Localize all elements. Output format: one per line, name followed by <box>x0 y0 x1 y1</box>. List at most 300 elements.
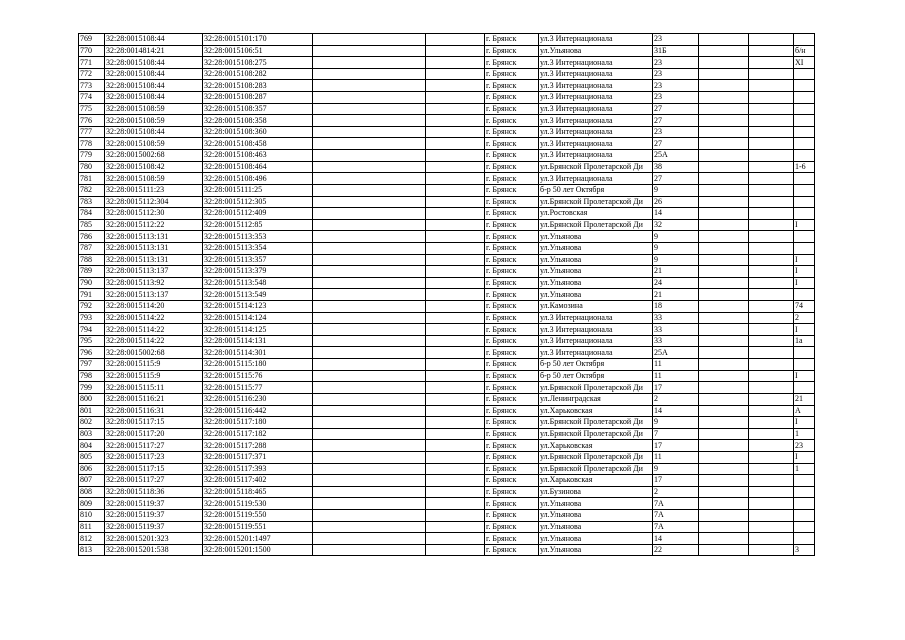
table-row <box>79 150 815 162</box>
empty-cell-3 <box>699 335 749 347</box>
empty-cell <box>313 161 426 173</box>
table-row <box>79 277 815 289</box>
empty-cell-2: г. Брянск <box>485 335 539 347</box>
city-cell <box>426 173 485 185</box>
street-cell: ул.3 Интернационала <box>539 103 653 115</box>
house-number-cell: 24 <box>653 277 699 289</box>
row-number-cell: 801 <box>79 405 105 417</box>
empty-cell-3 <box>699 115 749 127</box>
cadastral-number-cell: 32:28:0015106:51 <box>203 45 313 57</box>
empty-cell-4 <box>749 138 794 150</box>
empty-cell-2: г. Брянск <box>485 126 539 138</box>
row-number-cell: 781 <box>79 173 105 185</box>
city-cell <box>426 463 485 475</box>
city-cell <box>426 68 485 80</box>
cadastral-number-cell: 32:28:0015114:123 <box>203 301 313 313</box>
empty-cell-3 <box>699 521 749 533</box>
empty-cell-4 <box>749 92 794 104</box>
apartment-cell: I <box>794 370 815 382</box>
apartment-cell <box>794 115 815 127</box>
empty-cell-4 <box>749 486 794 498</box>
empty-cell-4 <box>749 254 794 266</box>
house-number-cell: 11 <box>653 451 699 463</box>
table-row <box>79 289 815 301</box>
city-cell <box>426 312 485 324</box>
cadastral-number-cell: 32:28:0015201:1497 <box>203 533 313 545</box>
empty-cell-4 <box>749 184 794 196</box>
empty-cell-2: г. Брянск <box>485 161 539 173</box>
table-row <box>79 359 815 371</box>
empty-cell-2: г. Брянск <box>485 521 539 533</box>
apartment-cell <box>794 242 815 254</box>
apartment-cell <box>794 103 815 115</box>
table-row <box>79 138 815 150</box>
table-row <box>79 521 815 533</box>
empty-cell-4 <box>749 370 794 382</box>
cadastral-quarter-cell: 32:28:0015002:68 <box>105 150 203 162</box>
row-number-cell: 789 <box>79 266 105 278</box>
empty-cell-3 <box>699 242 749 254</box>
house-number-cell: 2 <box>653 393 699 405</box>
house-number-cell: 23 <box>653 126 699 138</box>
row-number-cell: 805 <box>79 451 105 463</box>
table-row <box>79 417 815 429</box>
empty-cell-2: г. Брянск <box>485 254 539 266</box>
apartment-cell <box>794 184 815 196</box>
empty-cell <box>313 208 426 220</box>
cadastral-number-cell: 32:28:0015113:549 <box>203 289 313 301</box>
cadastral-quarter-cell: 32:28:0015108:59 <box>105 103 203 115</box>
empty-cell-4 <box>749 393 794 405</box>
cadastral-number-cell: 32:28:0015114:125 <box>203 324 313 336</box>
street-cell: ул.Брянской Пролетарской Ди <box>539 417 653 429</box>
empty-cell-3 <box>699 312 749 324</box>
empty-cell <box>313 138 426 150</box>
apartment-cell: 2 <box>794 312 815 324</box>
street-cell: ул.3 Интернационала <box>539 57 653 69</box>
empty-cell-2: г. Брянск <box>485 45 539 57</box>
city-cell <box>426 393 485 405</box>
row-number-cell: 772 <box>79 68 105 80</box>
table-row <box>79 335 815 347</box>
empty-cell-3 <box>699 277 749 289</box>
cadastral-number-cell: 32:28:0015116:442 <box>203 405 313 417</box>
cadastral-quarter-cell: 32:28:0015108:59 <box>105 115 203 127</box>
cadastral-quarter-cell: 32:28:0015113:131 <box>105 254 203 266</box>
table-row <box>79 451 815 463</box>
street-cell: ул.Ульянова <box>539 289 653 301</box>
cadastral-quarter-cell: 32:28:0015114:22 <box>105 312 203 324</box>
row-number-cell: 803 <box>79 428 105 440</box>
empty-cell-2: г. Брянск <box>485 34 539 46</box>
empty-cell <box>313 417 426 429</box>
empty-cell <box>313 184 426 196</box>
apartment-cell <box>794 498 815 510</box>
empty-cell-2: г. Брянск <box>485 475 539 487</box>
empty-cell <box>313 533 426 545</box>
house-number-cell: 25А <box>653 150 699 162</box>
street-cell: ул.Брянской Пролетарской Ди <box>539 219 653 231</box>
row-number-cell: 779 <box>79 150 105 162</box>
empty-cell <box>313 103 426 115</box>
empty-cell-2: г. Брянск <box>485 393 539 405</box>
empty-cell-2: г. Брянск <box>485 277 539 289</box>
house-number-cell: 21 <box>653 289 699 301</box>
empty-cell-3 <box>699 498 749 510</box>
house-number-cell: 17 <box>653 475 699 487</box>
apartment-cell: 21 <box>794 393 815 405</box>
empty-cell <box>313 196 426 208</box>
empty-cell-4 <box>749 498 794 510</box>
cadastral-number-cell: 32:28:0015111:25 <box>203 184 313 196</box>
apartment-cell <box>794 80 815 92</box>
row-number-cell: 808 <box>79 486 105 498</box>
apartment-cell <box>794 509 815 521</box>
table-row <box>79 45 815 57</box>
house-number-cell: 23 <box>653 80 699 92</box>
street-cell: ул.3 Интернационала <box>539 92 653 104</box>
apartment-cell: I <box>794 324 815 336</box>
empty-cell <box>313 324 426 336</box>
table-row <box>79 428 815 440</box>
table-row <box>79 231 815 243</box>
apartment-cell: I <box>794 254 815 266</box>
cadastral-quarter-cell: 32:28:0015113:137 <box>105 289 203 301</box>
cadastral-quarter-cell: 32:28:0015117:23 <box>105 451 203 463</box>
apartment-cell: XI <box>794 57 815 69</box>
empty-cell-4 <box>749 80 794 92</box>
empty-cell <box>313 335 426 347</box>
street-cell: ул.Брянской Пролетарской Ди <box>539 161 653 173</box>
street-cell: ул.3 Интернационала <box>539 150 653 162</box>
city-cell <box>426 498 485 510</box>
cadastral-number-cell: 32:28:0015112:409 <box>203 208 313 220</box>
house-number-cell: 23 <box>653 68 699 80</box>
house-number-cell: 9 <box>653 184 699 196</box>
table-row <box>79 161 815 173</box>
empty-cell <box>313 312 426 324</box>
empty-cell-2: г. Брянск <box>485 80 539 92</box>
cadastral-quarter-cell: 32:28:0015108:59 <box>105 138 203 150</box>
empty-cell-3 <box>699 208 749 220</box>
empty-cell-3 <box>699 393 749 405</box>
cadastral-number-cell: 32:28:0015108:496 <box>203 173 313 185</box>
city-cell <box>426 289 485 301</box>
cadastral-quarter-cell: 32:28:0015108:42 <box>105 161 203 173</box>
cadastral-quarter-cell: 32:28:0015114:22 <box>105 335 203 347</box>
city-cell <box>426 161 485 173</box>
apartment-cell: 1а <box>794 335 815 347</box>
apartment-cell <box>794 208 815 220</box>
row-number-cell: 776 <box>79 115 105 127</box>
row-number-cell: 799 <box>79 382 105 394</box>
empty-cell-4 <box>749 301 794 313</box>
street-cell: ул.3 Интернационала <box>539 126 653 138</box>
cadastral-quarter-cell: 32:28:0015108:44 <box>105 34 203 46</box>
cadastral-quarter-cell: 32:28:0015112:30 <box>105 208 203 220</box>
cadastral-number-cell: 32:28:0015108:464 <box>203 161 313 173</box>
empty-cell <box>313 475 426 487</box>
house-number-cell: 27 <box>653 103 699 115</box>
empty-cell-4 <box>749 231 794 243</box>
empty-cell-3 <box>699 254 749 266</box>
empty-cell <box>313 405 426 417</box>
house-number-cell: 18 <box>653 301 699 313</box>
apartment-cell <box>794 359 815 371</box>
city-cell <box>426 509 485 521</box>
city-cell <box>426 277 485 289</box>
row-number-cell: 795 <box>79 335 105 347</box>
empty-cell <box>313 486 426 498</box>
empty-cell-4 <box>749 208 794 220</box>
empty-cell-2: г. Брянск <box>485 544 539 556</box>
row-number-cell: 778 <box>79 138 105 150</box>
empty-cell-3 <box>699 92 749 104</box>
cadastral-number-cell: 32:28:0015114:124 <box>203 312 313 324</box>
row-number-cell: 783 <box>79 196 105 208</box>
empty-cell-2: г. Брянск <box>485 451 539 463</box>
empty-cell <box>313 45 426 57</box>
cadastral-number-cell: 32:28:0015201:1500 <box>203 544 313 556</box>
street-cell: ул.Брянской Пролетарской Ди <box>539 382 653 394</box>
cadastral-quarter-cell: 32:28:0015117:27 <box>105 475 203 487</box>
empty-cell-4 <box>749 242 794 254</box>
street-cell: ул.Бузинова <box>539 486 653 498</box>
empty-cell-3 <box>699 486 749 498</box>
empty-cell <box>313 440 426 452</box>
empty-cell-3 <box>699 440 749 452</box>
apartment-cell: I <box>794 266 815 278</box>
row-number-cell: 797 <box>79 359 105 371</box>
empty-cell-4 <box>749 509 794 521</box>
empty-cell-4 <box>749 521 794 533</box>
city-cell <box>426 521 485 533</box>
empty-cell <box>313 393 426 405</box>
row-number-cell: 806 <box>79 463 105 475</box>
empty-cell <box>313 242 426 254</box>
empty-cell-2: г. Брянск <box>485 219 539 231</box>
table-row <box>79 533 815 545</box>
empty-cell <box>313 277 426 289</box>
street-cell: ул.3 Интернационала <box>539 312 653 324</box>
row-number-cell: 785 <box>79 219 105 231</box>
empty-cell-3 <box>699 475 749 487</box>
city-cell <box>426 126 485 138</box>
house-number-cell: 22 <box>653 544 699 556</box>
empty-cell <box>313 150 426 162</box>
empty-cell <box>313 451 426 463</box>
empty-cell-4 <box>749 475 794 487</box>
house-number-cell: 9 <box>653 231 699 243</box>
house-number-cell: 38 <box>653 161 699 173</box>
empty-cell-3 <box>699 57 749 69</box>
empty-cell-3 <box>699 173 749 185</box>
table-row <box>79 301 815 313</box>
table-row <box>79 92 815 104</box>
street-cell: ул.3 Интернационала <box>539 80 653 92</box>
empty-cell-2: г. Брянск <box>485 533 539 545</box>
table-row <box>79 324 815 336</box>
empty-cell <box>313 498 426 510</box>
row-number-cell: 809 <box>79 498 105 510</box>
empty-cell <box>313 173 426 185</box>
city-cell <box>426 115 485 127</box>
cadastral-quarter-cell: 32:28:0015119:37 <box>105 509 203 521</box>
apartment-cell <box>794 173 815 185</box>
empty-cell-3 <box>699 533 749 545</box>
city-cell <box>426 301 485 313</box>
street-cell: ул.Ульянова <box>539 498 653 510</box>
city-cell <box>426 208 485 220</box>
street-cell: ул.Камозина <box>539 301 653 313</box>
empty-cell-3 <box>699 405 749 417</box>
cadastral-number-cell: 32:28:0015108:358 <box>203 115 313 127</box>
empty-cell-2: г. Брянск <box>485 196 539 208</box>
cadastral-number-cell: 32:28:0015112:305 <box>203 196 313 208</box>
row-number-cell: 771 <box>79 57 105 69</box>
street-cell: ул.3 Интернационала <box>539 68 653 80</box>
table-row <box>79 126 815 138</box>
empty-cell <box>313 463 426 475</box>
empty-cell-2: г. Брянск <box>485 347 539 359</box>
cadastral-quarter-cell: 32:28:0015201:323 <box>105 533 203 545</box>
empty-cell-3 <box>699 126 749 138</box>
empty-cell <box>313 382 426 394</box>
empty-cell-3 <box>699 463 749 475</box>
cadastral-quarter-cell: 32:28:0014814:21 <box>105 45 203 57</box>
cadastral-quarter-cell: 32:28:0015117:27 <box>105 440 203 452</box>
cadastral-number-cell: 32:28:0015108:283 <box>203 80 313 92</box>
cadastral-number-cell: 32:28:0015115:77 <box>203 382 313 394</box>
empty-cell-2: г. Брянск <box>485 359 539 371</box>
empty-cell-3 <box>699 359 749 371</box>
table-row <box>79 405 815 417</box>
cadastral-quarter-cell: 32:28:0015112:304 <box>105 196 203 208</box>
empty-cell-2: г. Брянск <box>485 405 539 417</box>
row-number-cell: 793 <box>79 312 105 324</box>
table-row <box>79 68 815 80</box>
table-row <box>79 498 815 510</box>
empty-cell-4 <box>749 173 794 185</box>
street-cell: ул.Харьковская <box>539 405 653 417</box>
empty-cell-2: г. Брянск <box>485 103 539 115</box>
empty-cell <box>313 68 426 80</box>
row-number-cell: 775 <box>79 103 105 115</box>
empty-cell <box>313 92 426 104</box>
empty-cell-3 <box>699 161 749 173</box>
house-number-cell: 17 <box>653 440 699 452</box>
cadastral-number-cell: 32:28:0015116:230 <box>203 393 313 405</box>
empty-cell-4 <box>749 126 794 138</box>
empty-cell-4 <box>749 533 794 545</box>
city-cell <box>426 92 485 104</box>
cadastral-quarter-cell: 32:28:0015117:15 <box>105 463 203 475</box>
row-number-cell: 800 <box>79 393 105 405</box>
street-cell: ул.3 Интернационала <box>539 173 653 185</box>
table-row <box>79 242 815 254</box>
empty-cell-4 <box>749 324 794 336</box>
cadastral-quarter-cell: 32:28:0015117:15 <box>105 417 203 429</box>
empty-cell-3 <box>699 266 749 278</box>
apartment-cell <box>794 475 815 487</box>
empty-cell-2: г. Брянск <box>485 266 539 278</box>
empty-cell-2: г. Брянск <box>485 486 539 498</box>
cadastral-number-cell: 32:28:0015117:182 <box>203 428 313 440</box>
table-row <box>79 440 815 452</box>
cadastral-quarter-cell: 32:28:0015116:21 <box>105 393 203 405</box>
cadastral-quarter-cell: 32:28:0015201:538 <box>105 544 203 556</box>
apartment-cell: I <box>794 277 815 289</box>
street-cell: ул.Ульянова <box>539 277 653 289</box>
empty-cell-3 <box>699 68 749 80</box>
empty-cell-4 <box>749 382 794 394</box>
cadastral-quarter-cell: 32:28:0015115:9 <box>105 359 203 371</box>
table-row <box>79 115 815 127</box>
empty-cell-4 <box>749 347 794 359</box>
empty-cell-4 <box>749 277 794 289</box>
row-number-cell: 790 <box>79 277 105 289</box>
cadastral-number-cell: 32:28:0015117:288 <box>203 440 313 452</box>
city-cell <box>426 150 485 162</box>
city-cell <box>426 440 485 452</box>
city-cell <box>426 242 485 254</box>
empty-cell-3 <box>699 45 749 57</box>
cadastral-number-cell: 32:28:0015113:379 <box>203 266 313 278</box>
empty-cell-4 <box>749 428 794 440</box>
empty-cell-4 <box>749 196 794 208</box>
empty-cell-2: г. Брянск <box>485 463 539 475</box>
cadastral-quarter-cell: 32:28:0015118:36 <box>105 486 203 498</box>
city-cell <box>426 533 485 545</box>
empty-cell-2: г. Брянск <box>485 301 539 313</box>
cadastral-number-cell: 32:28:0015108:357 <box>203 103 313 115</box>
table-row <box>79 544 815 556</box>
house-number-cell: 14 <box>653 533 699 545</box>
city-cell <box>426 417 485 429</box>
cadastral-number-cell: 32:28:0015114:131 <box>203 335 313 347</box>
house-number-cell: 9 <box>653 463 699 475</box>
house-number-cell: 31Б <box>653 45 699 57</box>
street-cell: ул.3 Интернационала <box>539 335 653 347</box>
table-row <box>79 208 815 220</box>
apartment-cell: 1-6 <box>794 161 815 173</box>
empty-cell-4 <box>749 417 794 429</box>
cadastral-number-cell: 32:28:0015119:530 <box>203 498 313 510</box>
street-cell: ул.Ульянова <box>539 509 653 521</box>
table-row <box>79 196 815 208</box>
empty-cell <box>313 57 426 69</box>
city-cell <box>426 428 485 440</box>
house-number-cell: 26 <box>653 196 699 208</box>
table-row <box>79 312 815 324</box>
house-number-cell: 14 <box>653 405 699 417</box>
table-row <box>79 80 815 92</box>
row-number-cell: 794 <box>79 324 105 336</box>
empty-cell <box>313 370 426 382</box>
row-number-cell: 780 <box>79 161 105 173</box>
empty-cell-3 <box>699 289 749 301</box>
cadastral-number-cell: 32:28:0015108:282 <box>203 68 313 80</box>
city-cell <box>426 405 485 417</box>
city-cell <box>426 266 485 278</box>
cadastral-number-cell: 32:28:0015115:180 <box>203 359 313 371</box>
empty-cell-3 <box>699 184 749 196</box>
city-cell <box>426 382 485 394</box>
table-row <box>79 219 815 231</box>
city-cell <box>426 347 485 359</box>
empty-cell-2: г. Брянск <box>485 289 539 301</box>
empty-cell-2: г. Брянск <box>485 440 539 452</box>
